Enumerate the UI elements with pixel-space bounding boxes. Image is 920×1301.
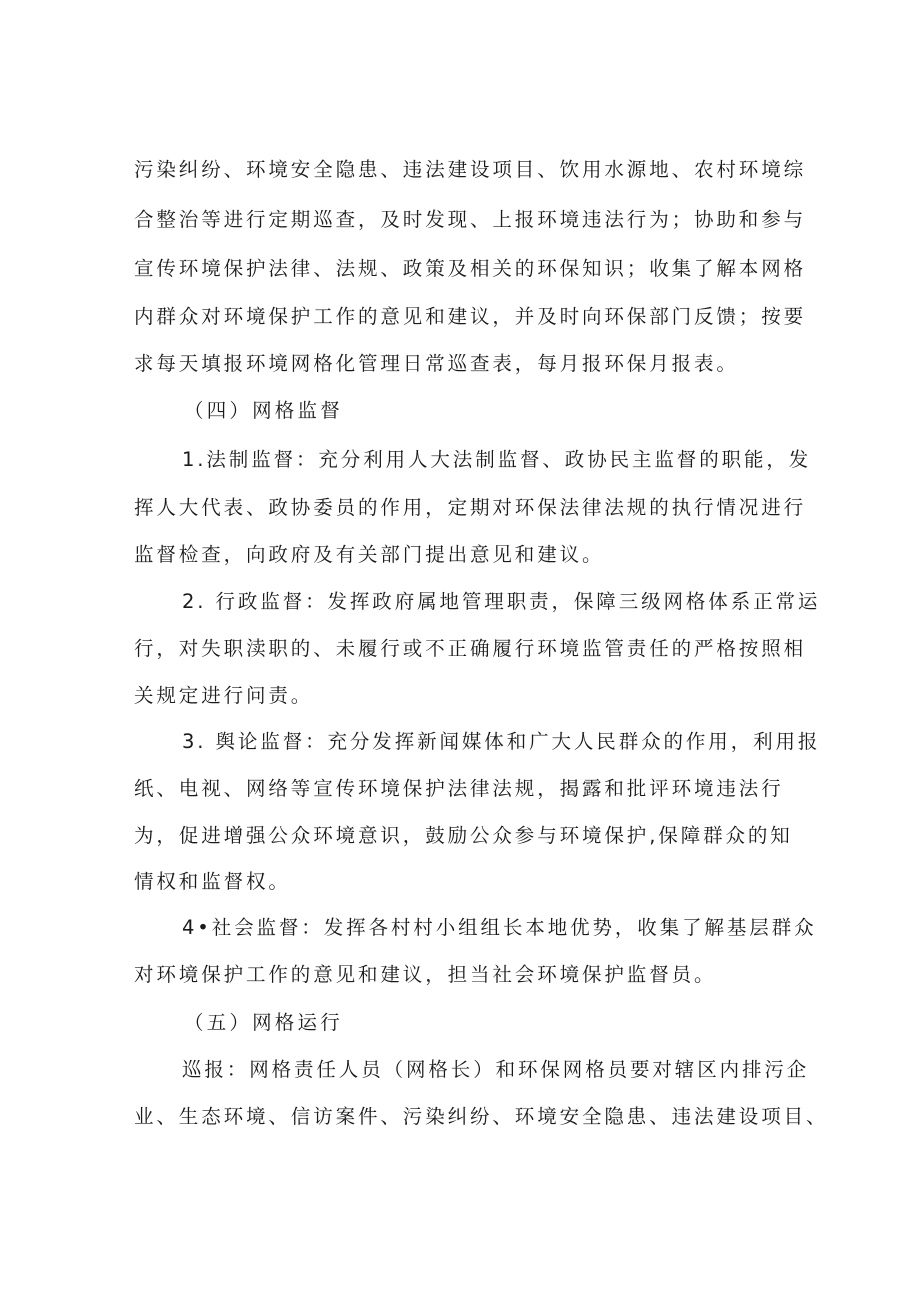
body-line: 为，促进增强公众环境意识，鼓励公众参与环境保护,保障群众的知 bbox=[134, 824, 793, 847]
paragraph-first-line: 3. 舆论监督：充分发挥新闻媒体和广大人民群众的作用，利用报 bbox=[182, 730, 821, 753]
body-line: 对环境保护工作的意见和建议，担当社会环境保护监督员。 bbox=[134, 963, 717, 986]
section-heading-grid-operation: （五）网格运行 bbox=[184, 1011, 343, 1034]
body-line: 关规定进行问责。 bbox=[134, 684, 314, 707]
body-line: 合整治等进行定期巡查，及时发现、上报环境违法行为；协助和参与 bbox=[134, 208, 807, 231]
body-line: 污染纠纷、环境安全隐患、违法建设项目、饮用水源地、农村环境综 bbox=[134, 158, 807, 181]
body-line: 内群众对环境保护工作的意见和建议，并及时向环保部门反馈；按要 bbox=[134, 305, 807, 328]
paragraph-first-line: 1.法制监督：充分利用人大法制监督、政协民主监督的职能，发 bbox=[182, 448, 812, 471]
body-line: 挥人大代表、政协委员的作用，定期对环保法律法规的执行情况进行 bbox=[134, 496, 807, 519]
paragraph-first-line: 4•社会监督：发挥各村村小组组长本地优势，收集了解基层群众 bbox=[182, 916, 817, 939]
body-line: 行，对失职渎职的、未履行或不正确履行环境监管责任的严格按照相 bbox=[134, 637, 807, 660]
paragraph-first-line: 2. 行政监督：发挥政府属地管理职责，保障三级网格体系正常运 bbox=[182, 590, 821, 613]
body-line: 业、生态环境、信访案件、污染纠纷、环境安全隐患、违法建设项目、 bbox=[134, 1105, 829, 1128]
body-line: 宣传环境保护法律、法规、政策及相关的环保知识；收集了解本网格 bbox=[134, 257, 807, 280]
body-line: 监督检查，向政府及有关部门提出意见和建议。 bbox=[134, 543, 605, 566]
paragraph-first-line: 巡报：网格责任人员（网格长）和环保网格员要对辖区内排污企 bbox=[182, 1058, 810, 1081]
body-line: 求每天填报环境网格化管理日常巡查表，每月报环保月报表。 bbox=[134, 352, 739, 375]
section-heading-grid-supervision: （四）网格监督 bbox=[184, 399, 343, 422]
body-line: 纸、电视、网络等宣传环境保护法律法规，揭露和批评环境违法行 bbox=[134, 777, 784, 800]
body-line: 情权和监督权。 bbox=[134, 870, 291, 893]
